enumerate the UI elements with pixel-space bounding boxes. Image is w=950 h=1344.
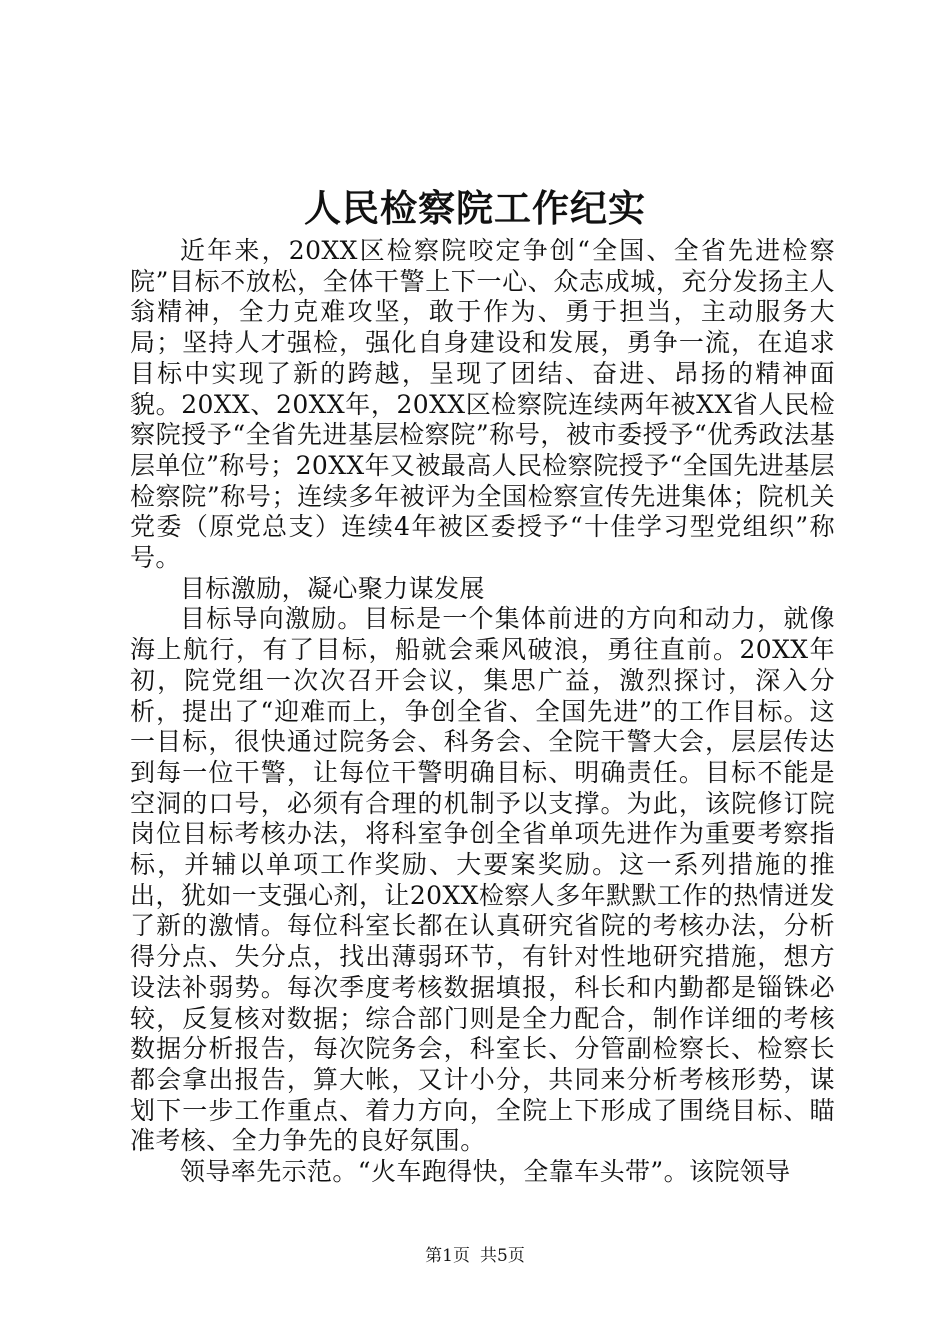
page-number: 第1页 xyxy=(425,1246,470,1266)
body-paragraph: 目标导向激励。目标是一个集体前进的方向和动力，就像海上航行，有了目标，船就会乘风破浪，勇往直前。20XX年初，院党组一次次召开会议，集思广益，激烈探讨，深入分析，提出了“迎难而上，争创全省、全国先进”的工作目标。这一目标，很快通过院务会、科务会、全院干警大会，层层传达到每一位干警，让每位干警明确目标、明确责任。目标不能是空洞的口号，必须有合理的机制予以支撑。为此，该院修订院岗位目标考核办法，将科室争创全省单项先进作为重要考察指标，并辅以单项工作奖励、大要案奖励。这一系列措施的推出，犹如一支强心剂，让20XX检察人多年默默工作的热情迸发了新的激情。每位科室长都在认真研究省院的考核办法，分析得分点、失分点，找出薄弱环节，有针对性地研究措施，想方设法补弱势。每次季度考核数据填报，科长和内勤都是锱铢必较，反复核对数据；综合部门则是全力配合，制作详细的考核数据分析报告，每次院务会，科室长、分管副检察长、检察长都会拿出报告，算大帐，又计小分，共同来分析考核形势，谋划下一步工作重点、着力方向，全院上下形成了围绕目标、瞄准考核、全力争先的良好氛围。 xyxy=(130,604,835,1156)
body-paragraph: 领导率先示范。“火车跑得快，全靠车头带”。该院领导 xyxy=(180,1157,791,1187)
section-heading: 目标激励，凝心聚力谋发展 xyxy=(180,573,485,603)
page-footer xyxy=(0,1245,950,1267)
document-title: 人民检察院工作纪实 xyxy=(304,186,646,230)
page-count: 共5页 xyxy=(480,1246,525,1266)
document-body xyxy=(130,236,835,1188)
intro-paragraph: 近年来，20XX区检察院咬定争创“全国、全省先进检察院”目标不放松，全体干警上下一心、众志成城，充分发扬主人翁精神，全力克难攻坚，敢于作为、勇于担当，主动服务大局；坚持人才强检，强化自身建设和发展，勇争一流，在追求目标中实现了新的跨越，呈现了团结、奋进、昂扬的精神面貌。20XX、20XX年，20XX区检察院连续两年被XX省人民检察院授予“全省先进基层检察院”称号，被市委授予“优秀政法基层单位”称号；20XX年又被最高人民检察院授予“全国先进基层检察院”称号；连续多年被评为全国检察宣传先进集体；院机关党委（原党总支）连续4年被区委授予“十佳学习型党组织”称号。 xyxy=(130,236,835,573)
